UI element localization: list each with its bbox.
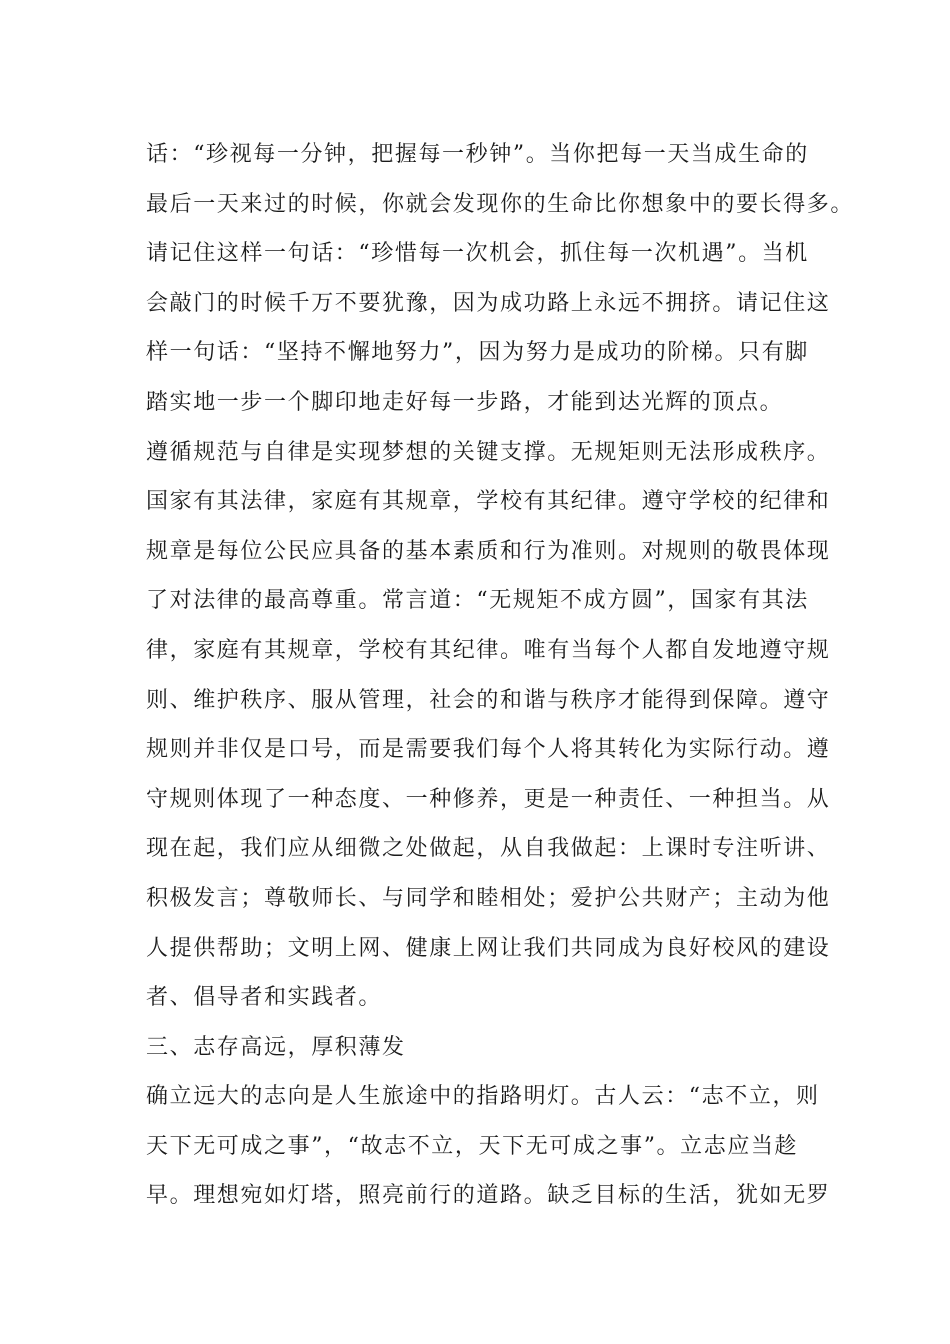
text-line: 了对法律的最高尊重。常言道：“无规矩不成方圆”，国家有其法 xyxy=(146,588,809,614)
text-line: 最后一天来过的时候，你就会发现你的生命比你想象中的要长得多。 xyxy=(146,191,855,217)
text-line: 天下无可成之事”，“故志不立，天下无可成之事”。立志应当趁 xyxy=(146,1133,799,1159)
text-line: 积极发言；尊敬师长、与同学和睦相处；爱护公共财产；主动为他 xyxy=(146,885,831,911)
text-line: 规则并非仅是口号，而是需要我们每个人将其转化为实际行动。遵 xyxy=(146,737,831,763)
section-heading: 三、志存高远，厚积薄发 xyxy=(146,1034,406,1060)
text-line: 者、倡导者和实践者。 xyxy=(146,985,383,1011)
text-line: 人提供帮助；文明上网、健康上网让我们共同成为良好校风的建设 xyxy=(146,935,831,961)
text-line: 遵循规范与自律是实现梦想的关键支撑。无规矩则无法形成秩序。 xyxy=(146,439,831,465)
body-text xyxy=(146,130,855,1221)
text-line: 律，家庭有其规章，学校有其纪律。唯有当每个人都自发地遵守规 xyxy=(146,637,831,663)
text-line: 会敲门的时候千万不要犹豫，因为成功路上永远不拥挤。请记住这 xyxy=(146,290,831,316)
text-line: 请记住这样一句话：“珍惜每一次机会，抓住每一次机遇”。当机 xyxy=(146,241,809,267)
text-line: 踏实地一步一个脚印地走好每一步路，才能到达光辉的顶点。 xyxy=(146,389,784,415)
text-line: 话：“珍视每一分钟，把握每一秒钟”。当你把每一天当成生命的 xyxy=(146,142,809,167)
text-line: 则、维护秩序、服从管理，社会的和谐与秩序才能得到保障。遵守 xyxy=(146,687,831,713)
text-line: 规章是每位公民应具备的基本素质和行为准则。对规则的敬畏体现 xyxy=(146,538,831,564)
text-line: 早。理想宛如灯塔，照亮前行的道路。缺乏目标的生活，犹如无罗 xyxy=(146,1183,831,1209)
text-line: 守规则体现了一种态度、一种修养，更是一种责任、一种担当。从 xyxy=(146,786,831,812)
text-line: 现在起，我们应从细微之处做起，从自我做起：上课时专注听讲、 xyxy=(146,836,831,862)
text-line: 确立远大的志向是人生旅途中的指路明灯。古人云：“志不立，则 xyxy=(146,1084,820,1110)
text-line: 国家有其法律，家庭有其规章，学校有其纪律。遵守学校的纪律和 xyxy=(146,489,831,515)
text-line: 样一句话：“坚持不懈地努力”，因为努力是成功的阶梯。只有脚 xyxy=(146,340,809,366)
